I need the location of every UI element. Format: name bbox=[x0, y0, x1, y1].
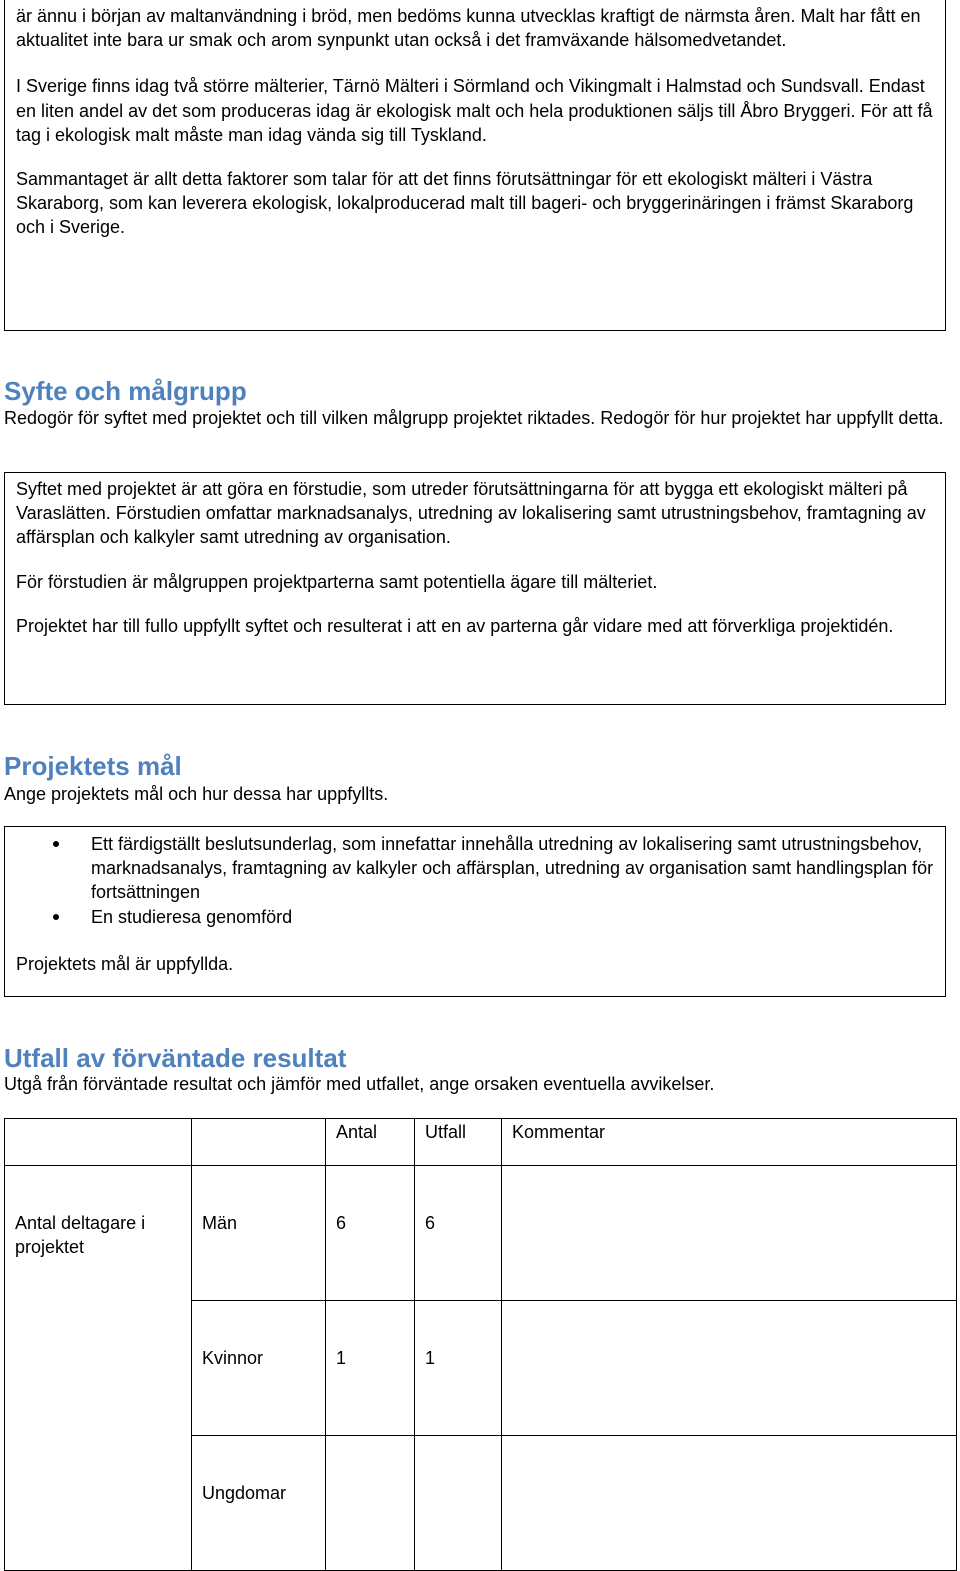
table-cell: Ungdomar bbox=[192, 1436, 326, 1571]
section-heading-utfall: Utfall av förväntade resultat bbox=[4, 1043, 347, 1073]
paragraph: Syftet med projektet är att göra en förstudie, som utreder förutsättningarna för att bygga ett ekologiskt mälteri på Varaslätten. Förstudien omfattar marknadsanalys, utredning av lokalisering samt utrustningsbehov, framtagning av affärsplan och kalkyler samt utredning av organisation. bbox=[16, 479, 926, 548]
results-table bbox=[4, 1118, 957, 1571]
table-cell bbox=[502, 1436, 957, 1571]
paragraph: Sammantaget är allt detta faktorer som talar för att det finns förutsättningar för ett ekologiskt mälteri i Västra Skaraborg, som kan leverera ekologisk, lokalproducerad malt till bageri- och bryggerinäringen i främst Skaraborg och i Sverige. bbox=[16, 169, 914, 238]
bullet-icon bbox=[53, 914, 59, 920]
table-cell: 6 bbox=[415, 1166, 502, 1301]
paragraph: För förstudien är målgruppen projektparterna samt potentiella ägare till mälteriet. bbox=[16, 571, 658, 592]
table-cell: Kvinnor bbox=[192, 1301, 326, 1436]
table-header-cell bbox=[5, 1119, 192, 1166]
table-header-cell: Utfall bbox=[415, 1119, 502, 1166]
table-header-row bbox=[5, 1119, 957, 1166]
list-item-text: En studieresa genomförd bbox=[91, 906, 293, 927]
paragraph: Projektet har till fullo uppfyllt syftet och resulterat i att en av parterna går vidare med att förverkliga projektidén. bbox=[16, 615, 894, 636]
table-header-cell: Antal bbox=[326, 1119, 415, 1166]
syfte-answer-box bbox=[4, 472, 946, 705]
table-cell bbox=[326, 1436, 415, 1571]
list-item-text: Ett färdigställt beslutsunderlag, som innefattar innehålla utredning av lokalisering samt utrustningsbehov, marknadsanalys, framtagning av kalkyler och affärsplan, utredning av organisation samt handlingsplan för fortsättningen bbox=[91, 834, 934, 903]
background-text-box bbox=[4, 0, 946, 331]
section-instruction-syfte: Redogör för syftet med projektet och till vilken målgrupp projektet riktades. Redogör för hur projektet har uppfyllt detta. bbox=[4, 408, 944, 428]
bullet-icon bbox=[53, 841, 59, 847]
list-item bbox=[16, 905, 937, 929]
paragraph: är ännu i början av maltanvändning i bröd, men bedöms kunna utvecklas kraftigt de närmsta åren. Malt har fått en aktualitet inte bara ur smak och arom synpunkt utan också i det framväxande hälsomedvetandet. bbox=[16, 6, 921, 51]
conclusion: Projektets mål är uppfyllda. bbox=[16, 953, 234, 974]
section-heading-mal: Projektets mål bbox=[4, 751, 182, 781]
table-row bbox=[5, 1166, 957, 1301]
section-instruction-utfall: Utgå från förväntade resultat och jämför med utfallet, ange orsaken eventuella avvikelser. bbox=[4, 1074, 715, 1094]
section-instruction-mal: Ange projektets mål och hur dessa har uppfyllts. bbox=[4, 784, 389, 804]
table-cell: Män bbox=[192, 1166, 326, 1301]
table-header-cell: Kommentar bbox=[502, 1119, 957, 1166]
section-heading-syfte: Syfte och målgrupp bbox=[4, 376, 247, 406]
table-cell bbox=[502, 1166, 957, 1301]
paragraph: I Sverige finns idag två större mälterier, Tärnö Mälteri i Sörmland och Vikingmalt i Halmstad och Sundsvall. Endast en liten andel av det som produceras idag är ekologisk malt och hela produktionen säljs till Åbro Bryggeri. För att få tag i ekologisk malt måste man idag vända sig till Tyskland. bbox=[16, 76, 933, 145]
table-header-cell bbox=[192, 1119, 326, 1166]
table-cell: 1 bbox=[326, 1301, 415, 1436]
table-cell: 6 bbox=[326, 1166, 415, 1301]
list-item bbox=[16, 832, 937, 905]
mal-answer-box bbox=[4, 826, 946, 997]
goal-list bbox=[16, 832, 937, 929]
table-cell bbox=[502, 1301, 957, 1436]
table-cell: 1 bbox=[415, 1301, 502, 1436]
row-group-label: Antal deltagare i projektet bbox=[5, 1166, 192, 1571]
table-cell bbox=[415, 1436, 502, 1571]
